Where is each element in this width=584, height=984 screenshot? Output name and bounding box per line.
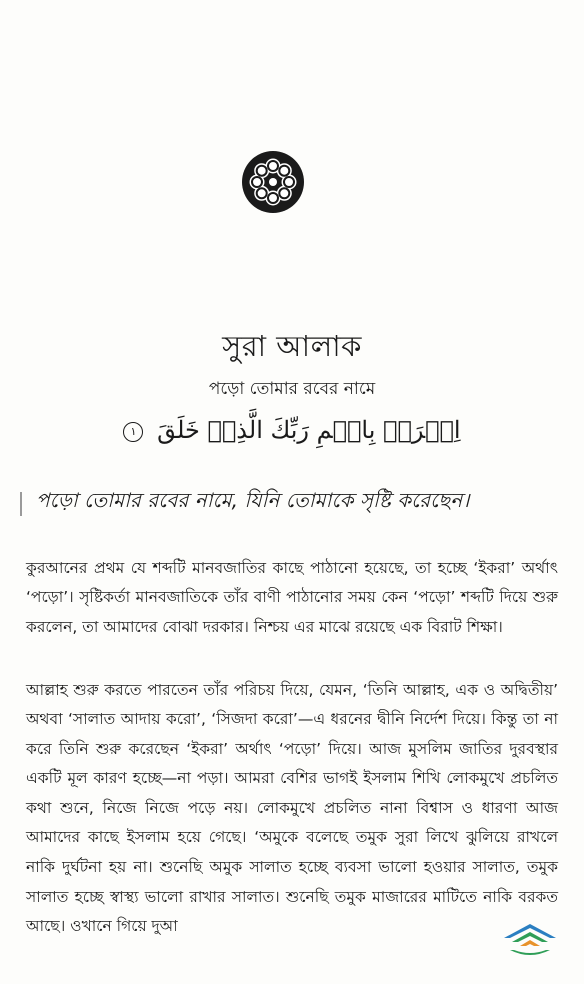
verse-number-badge: ۱	[123, 422, 143, 442]
arabic-verse-text: اِقۡرَاۡ بِاسۡمِ رَبِّكَ الَّذِیۡ خَلَقَ	[157, 416, 461, 444]
verse-translation: পড়ো তোমার রবের নামে, যিনি তোমাকে সৃষ্টি করেছেন।	[36, 488, 470, 512]
paragraph-2: আল্লাহ শুরু করতে পারতেন তাঁর পরিচয় দিয়ে, যেমন, ‘তিনি আল্লাহ, এক ও অদ্বিতীয়’ অথবা ‘সালাত আদায় করো’, ‘সিজদা করো’—এ ধরনের দ্বীনি নির্দেশ দিয়ে। কিন্তু তা না করে তিনি শুরু করেছেন ‘ইকরা’ অর্থাৎ ‘পড়ো’ দিয়ে। আজ মুসলিম জাতির দুরবস্থার একটি মূল কারণ হচ্ছে—না পড়া। আমরা বেশির ভাগই ইসলাম শিখি লোকমুখে প্রচলিত কথা শুনে, নিজে নিজে পড়ে নয়। লোকমুখে প্রচলিত নানা বিশ্বাস ও ধারণা আজ আমাদের কাছে ইসলাম হয়ে গেছে। ‘অমুকে বলেছে তমুক সুরা লিখে ঝুলিয়ে রাখলে নাকি দুর্ঘটনা হয় না। শুনেছি অমুক সালাত হচ্ছে ব্যবসা ভালো হওয়ার সালাত, তমুক সালাত হচ্ছে স্বাস্থ্য ভালো রাখার সালাত। শুনেছি তমুক মাজারের মাটিতে নাকি বরকত আছে। ওখানে গিয়ে দুআ	[26, 680, 558, 936]
paragraph-1: কুরআনের প্রথম যে শব্দটি মানবজাতির কাছে পাঠানো হয়েছে, তা হচ্ছে ‘ইকরা’ অর্থাৎ ‘পড়ো’। সৃষ্টিকর্তা মানবজাতিকে তাঁর বাণী পাঠানোর সময় কেন ‘পড়ো’ শব্দটি দিয়ে শুরু করলেন, তা আমাদের বোঝা দরকার। নিশ্চয় এর মাঝে রয়েছে এক বিরাট শিক্ষা।	[26, 558, 558, 636]
quote-bar	[20, 492, 22, 516]
arabic-verse	[0, 416, 584, 444]
chapter-title: সুরা আলাক	[222, 329, 362, 363]
chapter-subtitle: পড়ো তোমার রবের নামে	[208, 379, 376, 399]
publisher-logo-icon	[500, 920, 560, 960]
flower-ornament-icon	[241, 150, 305, 214]
